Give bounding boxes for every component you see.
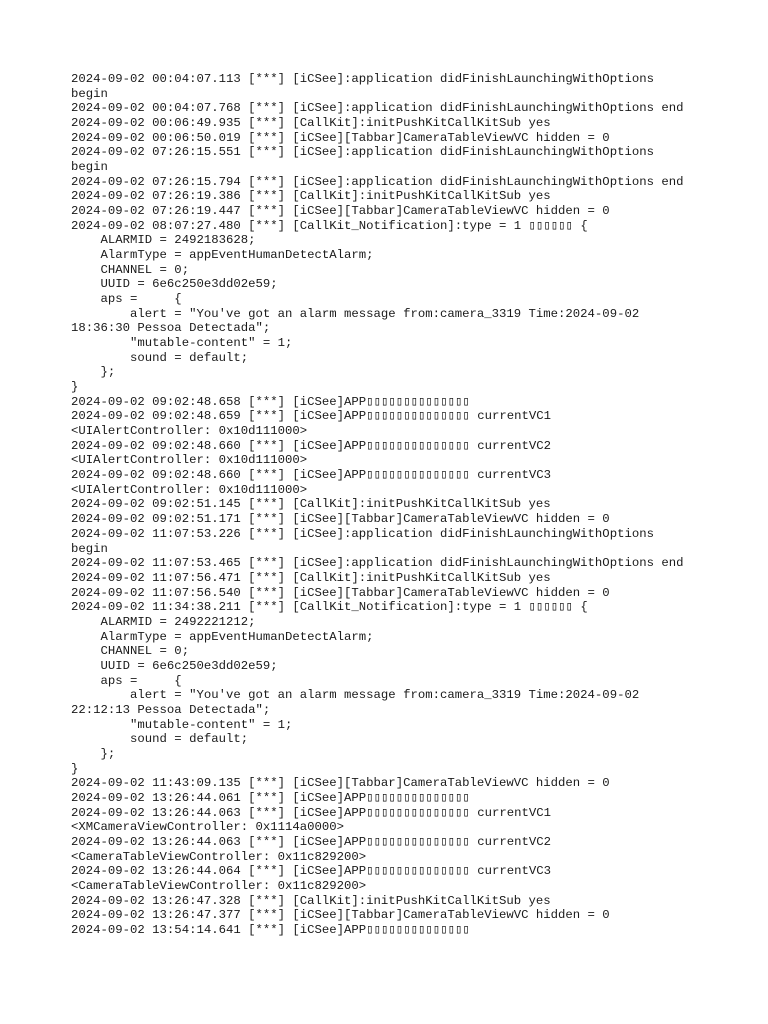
log-line: CHANNEL = 0;: [71, 644, 190, 659]
log-line: "mutable-content" = 1;: [71, 717, 293, 732]
log-line: 2024-09-02 00:04:07.113 [***] [iCSee]:application didFinishLaunchingWithOptions: [71, 72, 654, 86]
log-line: 2024-09-02 09:02:51.171 [***] [iCSee][Tabbar]CameraTableViewVC hidden = 0: [71, 512, 610, 527]
log-line: <XMCameraViewController: 0x1114a0000>: [71, 820, 345, 835]
log-line: 2024-09-02 13:26:44.061 [***] [iCSee]APP▯▯▯▯▯▯▯▯▯▯▯▯▯▯: [71, 790, 470, 805]
log-line: 2024-09-02 07:26:19.386 [***] [CallKit]:initPushKitCallKitSub yes: [71, 189, 551, 204]
log-line: 2024-09-02 09:02:48.659 [***] [iCSee]APP▯▯▯▯▯▯▯▯▯▯▯▯▯▯ currentVC1: [71, 409, 551, 424]
log-line: ALARMID = 2492183628;: [71, 233, 256, 248]
log-line: 2024-09-02 00:06:49.935 [***] [CallKit]:initPushKitCallKitSub yes: [71, 116, 551, 131]
log-line: sound = default;: [71, 732, 249, 747]
log-line: 2024-09-02 13:26:47.377 [***] [iCSee][Tabbar]CameraTableViewVC hidden = 0: [71, 908, 610, 923]
log-line: 2024-09-02 11:07:56.471 [***] [CallKit]:initPushKitCallKitSub yes: [71, 570, 551, 585]
log-line: CHANNEL = 0;: [71, 262, 190, 277]
log-line: }: [71, 761, 79, 776]
log-line: "mutable-content" = 1;: [71, 336, 293, 351]
log-line: 2024-09-02 11:07:53.465 [***] [iCSee]:application didFinishLaunchingWithOptions end: [71, 556, 684, 571]
log-line: 2024-09-02 08:07:27.480 [***] [CallKit_Notification]:type = 1 ▯▯▯▯▯▯ {: [71, 218, 588, 233]
log-line: aps = {: [71, 292, 182, 307]
log-line: 2024-09-02 07:26:15.551 [***] [iCSee]:application didFinishLaunchingWithOptions: [71, 145, 654, 160]
log-line: <UIAlertController: 0x10d111000>: [71, 424, 308, 439]
log-line: 2024-09-02 11:43:09.135 [***] [iCSee][Tabbar]CameraTableViewVC hidden = 0: [71, 776, 610, 791]
log-line: 2024-09-02 09:02:48.660 [***] [iCSee]APP▯▯▯▯▯▯▯▯▯▯▯▯▯▯ currentVC3: [71, 468, 551, 483]
log-line: 2024-09-02 00:04:07.768 [***] [iCSee]:application didFinishLaunchingWithOptions end: [71, 101, 684, 116]
log-line: UUID = 6e6c250e3dd02e59;: [71, 277, 278, 292]
log-line: };: [71, 746, 116, 761]
log-line: sound = default;: [71, 350, 249, 365]
log-line: 2024-09-02 11:07:53.226 [***] [iCSee]:application didFinishLaunchingWithOptions: [71, 526, 654, 541]
log-line: };: [71, 365, 116, 380]
log-line: 2024-09-02 07:26:15.794 [***] [iCSee]:application didFinishLaunchingWithOptions end: [71, 174, 684, 189]
log-line: <CameraTableViewController: 0x11c829200>: [71, 878, 367, 893]
log-line: UUID = 6e6c250e3dd02e59;: [71, 658, 278, 673]
log-line: aps = {: [71, 673, 182, 688]
log-line: alert = "You've got an alarm message from:camera_3319 Time:2024-09-02: [71, 306, 640, 321]
log-line: 2024-09-02 07:26:19.447 [***] [iCSee][Tabbar]CameraTableViewVC hidden = 0: [71, 204, 610, 219]
log-line: 2024-09-02 09:02:48.658 [***] [iCSee]APP▯▯▯▯▯▯▯▯▯▯▯▯▯▯: [71, 394, 470, 409]
log-line: 2024-09-02 11:34:38.211 [***] [CallKit_Notification]:type = 1 ▯▯▯▯▯▯ {: [71, 600, 588, 615]
log-line: ALARMID = 2492221212;: [71, 614, 256, 629]
log-line: 2024-09-02 13:26:44.063 [***] [iCSee]APP▯▯▯▯▯▯▯▯▯▯▯▯▯▯ currentVC2: [71, 834, 551, 849]
log-line: begin: [71, 541, 108, 556]
log-line: alert = "You've got an alarm message from:camera_3319 Time:2024-09-02: [71, 688, 640, 703]
log-line: 22:12:13 Pessoa Detectada";: [71, 702, 271, 717]
log-line: 2024-09-02 09:02:51.145 [***] [CallKit]:initPushKitCallKitSub yes: [71, 497, 551, 512]
log-line: <CameraTableViewController: 0x11c829200>: [71, 849, 367, 864]
log-line: }: [71, 380, 79, 395]
log-line: 2024-09-02 00:06:50.019 [***] [iCSee][Tabbar]CameraTableViewVC hidden = 0: [71, 130, 610, 145]
log-line: 2024-09-02 13:26:47.328 [***] [CallKit]:initPushKitCallKitSub yes: [71, 893, 551, 908]
log-line: 2024-09-02 11:07:56.540 [***] [iCSee][Tabbar]CameraTableViewVC hidden = 0: [71, 585, 610, 600]
log-text-block: [71, 72, 751, 938]
log-line: 2024-09-02 13:26:44.063 [***] [iCSee]APP▯▯▯▯▯▯▯▯▯▯▯▯▯▯ currentVC1: [71, 805, 551, 820]
log-line: <UIAlertController: 0x10d111000>: [71, 482, 308, 497]
log-line: begin: [71, 86, 108, 101]
log-line: AlarmType = appEventHumanDetectAlarm;: [71, 629, 374, 644]
log-line: <UIAlertController: 0x10d111000>: [71, 453, 308, 468]
log-line: 18:36:30 Pessoa Detectada";: [71, 321, 271, 336]
log-line: 2024-09-02 09:02:48.660 [***] [iCSee]APP▯▯▯▯▯▯▯▯▯▯▯▯▯▯ currentVC2: [71, 438, 551, 453]
log-line: 2024-09-02 13:26:44.064 [***] [iCSee]APP▯▯▯▯▯▯▯▯▯▯▯▯▯▯ currentVC3: [71, 864, 551, 879]
log-line: 2024-09-02 13:54:14.641 [***] [iCSee]APP▯▯▯▯▯▯▯▯▯▯▯▯▯▯: [71, 922, 470, 937]
log-line: begin: [71, 160, 108, 175]
log-line: AlarmType = appEventHumanDetectAlarm;: [71, 248, 374, 263]
